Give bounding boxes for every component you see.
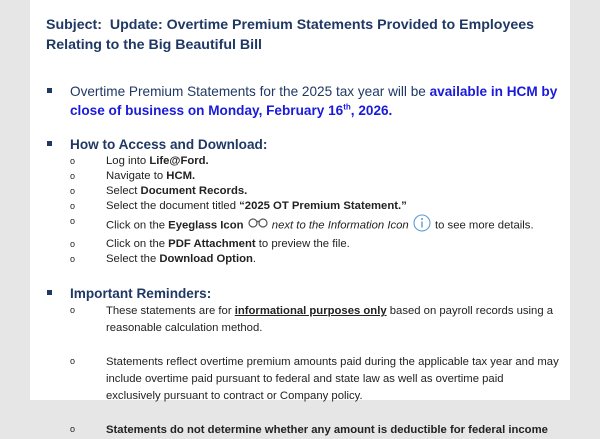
square-bullet: [47, 141, 52, 146]
sub-bullet: o: [70, 254, 76, 264]
access-heading-bullet: [46, 135, 561, 154]
step-text: Select the: [106, 253, 160, 265]
step-bold: Document Records.: [140, 185, 248, 197]
step-text: Log into: [106, 155, 150, 167]
availability-bullet: [46, 82, 561, 120]
step-italic: next to the Information Icon: [268, 219, 409, 232]
access-heading: How to Access and Download:: [70, 137, 268, 152]
subject-prefix: Subject:: [46, 17, 102, 33]
step-text: Click on the: [106, 238, 169, 250]
step-bold: Download Option: [159, 253, 253, 265]
square-bullet: [47, 290, 52, 295]
reminder-bold-text: Statements do not determine whether any amount is deductible for federal income: [106, 424, 548, 436]
reminder-text: Statements reflect overtime premium amounts paid during the applicable tax year and may include overtime paid pursuant to federal and state law as well as overtime paid exclusively pursuant to contract or Company policy.: [106, 356, 559, 402]
sub-bullet: o: [70, 216, 76, 226]
list-item: [46, 237, 561, 252]
step-text: to preview the file.: [255, 238, 350, 250]
list-item: [46, 154, 561, 169]
reminder-text: These statements are for: [106, 305, 235, 317]
step-text: Click on the: [106, 219, 169, 232]
reminder-emphasis: informational purposes only: [234, 305, 387, 317]
sub-bullet: o: [70, 305, 76, 315]
step-bold: “2025 OT Premium Statement.”: [239, 200, 407, 212]
list-item: [46, 214, 561, 237]
information-icon: [412, 214, 432, 237]
subject-line: [46, 15, 556, 55]
document-page: [30, 0, 570, 436]
availability-lead: Overtime Premium Statements for the 2025 tax year will be: [70, 84, 430, 99]
list-item: [46, 252, 561, 267]
step-bold: PDF Attachment: [168, 238, 256, 250]
step-text: Select the document titled: [106, 200, 240, 212]
sub-bullet: o: [70, 424, 76, 434]
sub-bullet: o: [70, 186, 76, 196]
step-text: .: [252, 253, 257, 265]
list-item: [46, 184, 561, 199]
sub-bullet: o: [70, 171, 76, 181]
reminders-heading: Important Reminders:: [70, 286, 212, 301]
date-superscript: th: [343, 102, 351, 112]
sub-bullet: o: [70, 356, 76, 366]
access-steps-list: [46, 154, 561, 267]
document-body: [46, 82, 561, 439]
step-text: Navigate to: [106, 170, 167, 182]
sub-bullet: o: [70, 201, 76, 211]
list-item: [46, 422, 561, 439]
list-item: [46, 354, 561, 405]
step-text: Select: [106, 185, 141, 197]
step-text: to see more details.: [431, 219, 534, 232]
sub-bullet: o: [70, 239, 76, 249]
list-item: [46, 303, 561, 337]
step-bold: Life@Ford.: [149, 155, 209, 167]
availability-year: , 2026.: [350, 103, 393, 118]
eyeglass-icon: [247, 218, 269, 233]
reminders-list: [46, 303, 561, 439]
availability-highlight-text: available in HCM by close of business on Monday, February 16: [70, 84, 558, 118]
step-bold: HCM.: [166, 170, 196, 182]
list-item: [46, 169, 561, 184]
subject-text: Update: Overtime Premium Statements Provided to Employees Relating to the Big Beautiful Bill: [46, 17, 535, 53]
step-bold: Eyeglass Icon: [168, 219, 244, 232]
sub-bullet: o: [70, 156, 76, 166]
list-item: [46, 199, 561, 214]
reminders-heading-bullet: [46, 284, 561, 303]
square-bullet: [47, 88, 52, 93]
reminder-text: based on payroll records using a reasonable calculation method.: [106, 305, 554, 334]
